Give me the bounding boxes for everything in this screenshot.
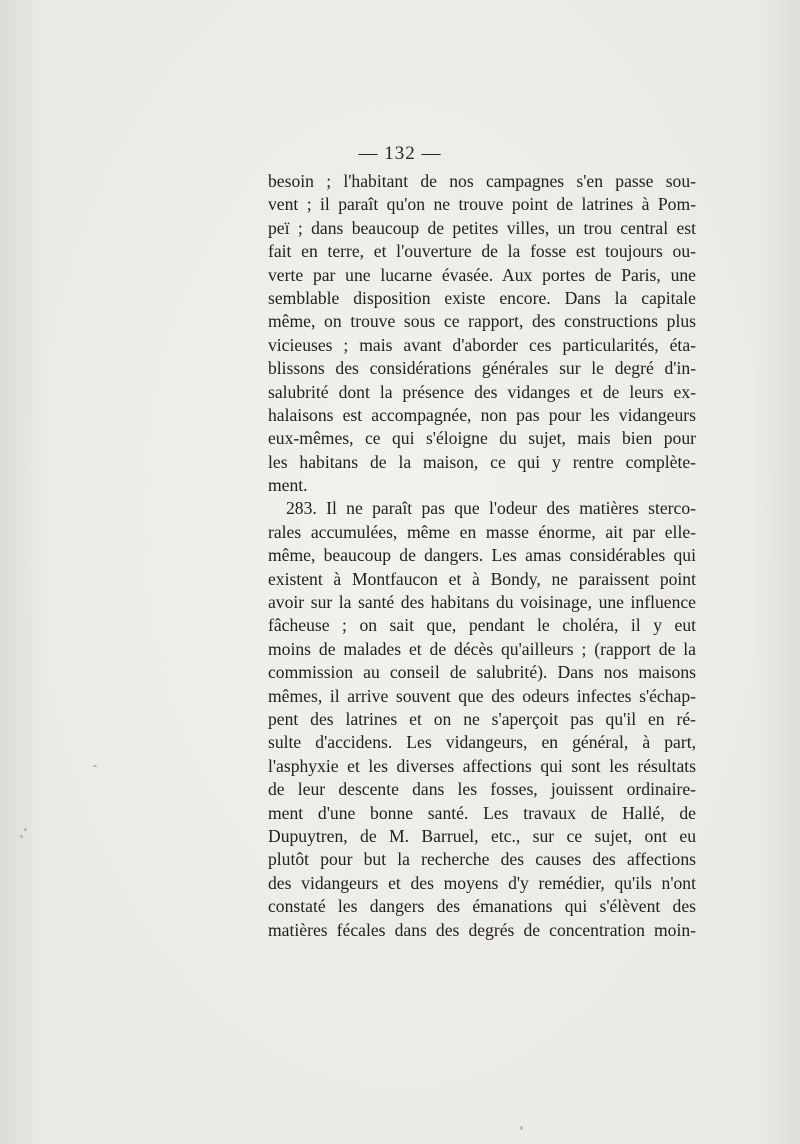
text-line: salubrité dont la présence des vidanges et de leurs ex-	[268, 381, 696, 402]
text-line: sulte d'accidens. Les vidangeurs, en général, à part,	[268, 732, 696, 753]
text-line: même, on trouve sous ce rapport, des constructions plus	[268, 311, 696, 332]
text-line: commission au conseil de salubrité). Dans nos maisons	[268, 662, 696, 683]
text-line: constaté les dangers des émanations qui s'élèvent des	[268, 896, 696, 917]
text-line: verte par une lucarne évasée. Aux portes de Paris, une	[268, 264, 696, 285]
text-line: semblable disposition existe encore. Dans la capitale	[268, 287, 696, 308]
text-line: l'asphyxie et les diverses affections qui sont les résultats	[268, 755, 696, 776]
paper-speck	[24, 828, 27, 831]
text-line: des vidangeurs et des moyens d'y remédier, qu'ils n'ont	[268, 872, 696, 893]
text-line: matières fécales dans des degrés de concentration moin-	[268, 919, 696, 940]
text-line: vicieuses ; mais avant d'aborder ces particularités, éta-	[268, 334, 696, 355]
text-line: pent des latrines et on ne s'aperçoit pas qu'il en ré-	[268, 708, 696, 729]
text-line: fait en terre, et l'ouverture de la fosse est toujours ou-	[268, 241, 696, 262]
paper-speck	[520, 1126, 523, 1130]
text-line: avoir sur la santé des habitans du voisinage, une influence	[268, 592, 696, 613]
text-line: peï ; dans beaucoup de petites villes, un trou central est	[268, 217, 696, 238]
text-line: moins de malades et de décès qu'ailleurs ; (rapport de la	[268, 638, 696, 659]
paper-speck	[20, 835, 23, 838]
text-line: de leur descente dans les fosses, jouissent ordinaire-	[268, 779, 696, 800]
text-line: mêmes, il arrive souvent que des odeurs infectes s'échap-	[268, 685, 696, 706]
text-line: fâcheuse ; on sait que, pendant le choléra, il y eut	[268, 615, 696, 636]
body-text	[268, 170, 696, 942]
text-line: vent ; il paraît qu'on ne trouve point de latrines à Pom-	[268, 194, 696, 215]
text-line: ment d'une bonne santé. Les travaux de Hallé, de	[268, 802, 696, 823]
text-line: existent à Montfaucon et à Bondy, ne paraissent point	[268, 568, 696, 589]
text-line: besoin ; l'habitant de nos campagnes s'en passe sou-	[268, 171, 696, 191]
text-line: eux-mêmes, ce qui s'éloigne du sujet, mais bien pour	[268, 428, 696, 449]
text-line: plutôt pour but la recherche des causes des affections	[268, 849, 696, 870]
paragraph-start-line: 283. Il ne paraît pas que l'odeur des matières sterco-	[286, 498, 696, 519]
text-line: rales accumulées, même en masse énorme, ait par elle-	[268, 521, 696, 542]
text-line: les habitans de la maison, ce qui y rentre complète-	[268, 451, 696, 472]
text-line: halaisons est accompagnée, non pas pour les vidangeurs	[268, 404, 696, 425]
paper-speck	[93, 765, 97, 767]
text-line: même, beaucoup de dangers. Les amas considérables qui	[268, 545, 696, 566]
text-line: ment.	[268, 475, 308, 496]
page-number: — 132 —	[358, 143, 442, 164]
text-line: Dupuytren, de M. Barruel, etc., sur ce sujet, ont eu	[268, 825, 696, 846]
text-line: blissons des considérations générales sur le degré d'in-	[268, 358, 696, 379]
